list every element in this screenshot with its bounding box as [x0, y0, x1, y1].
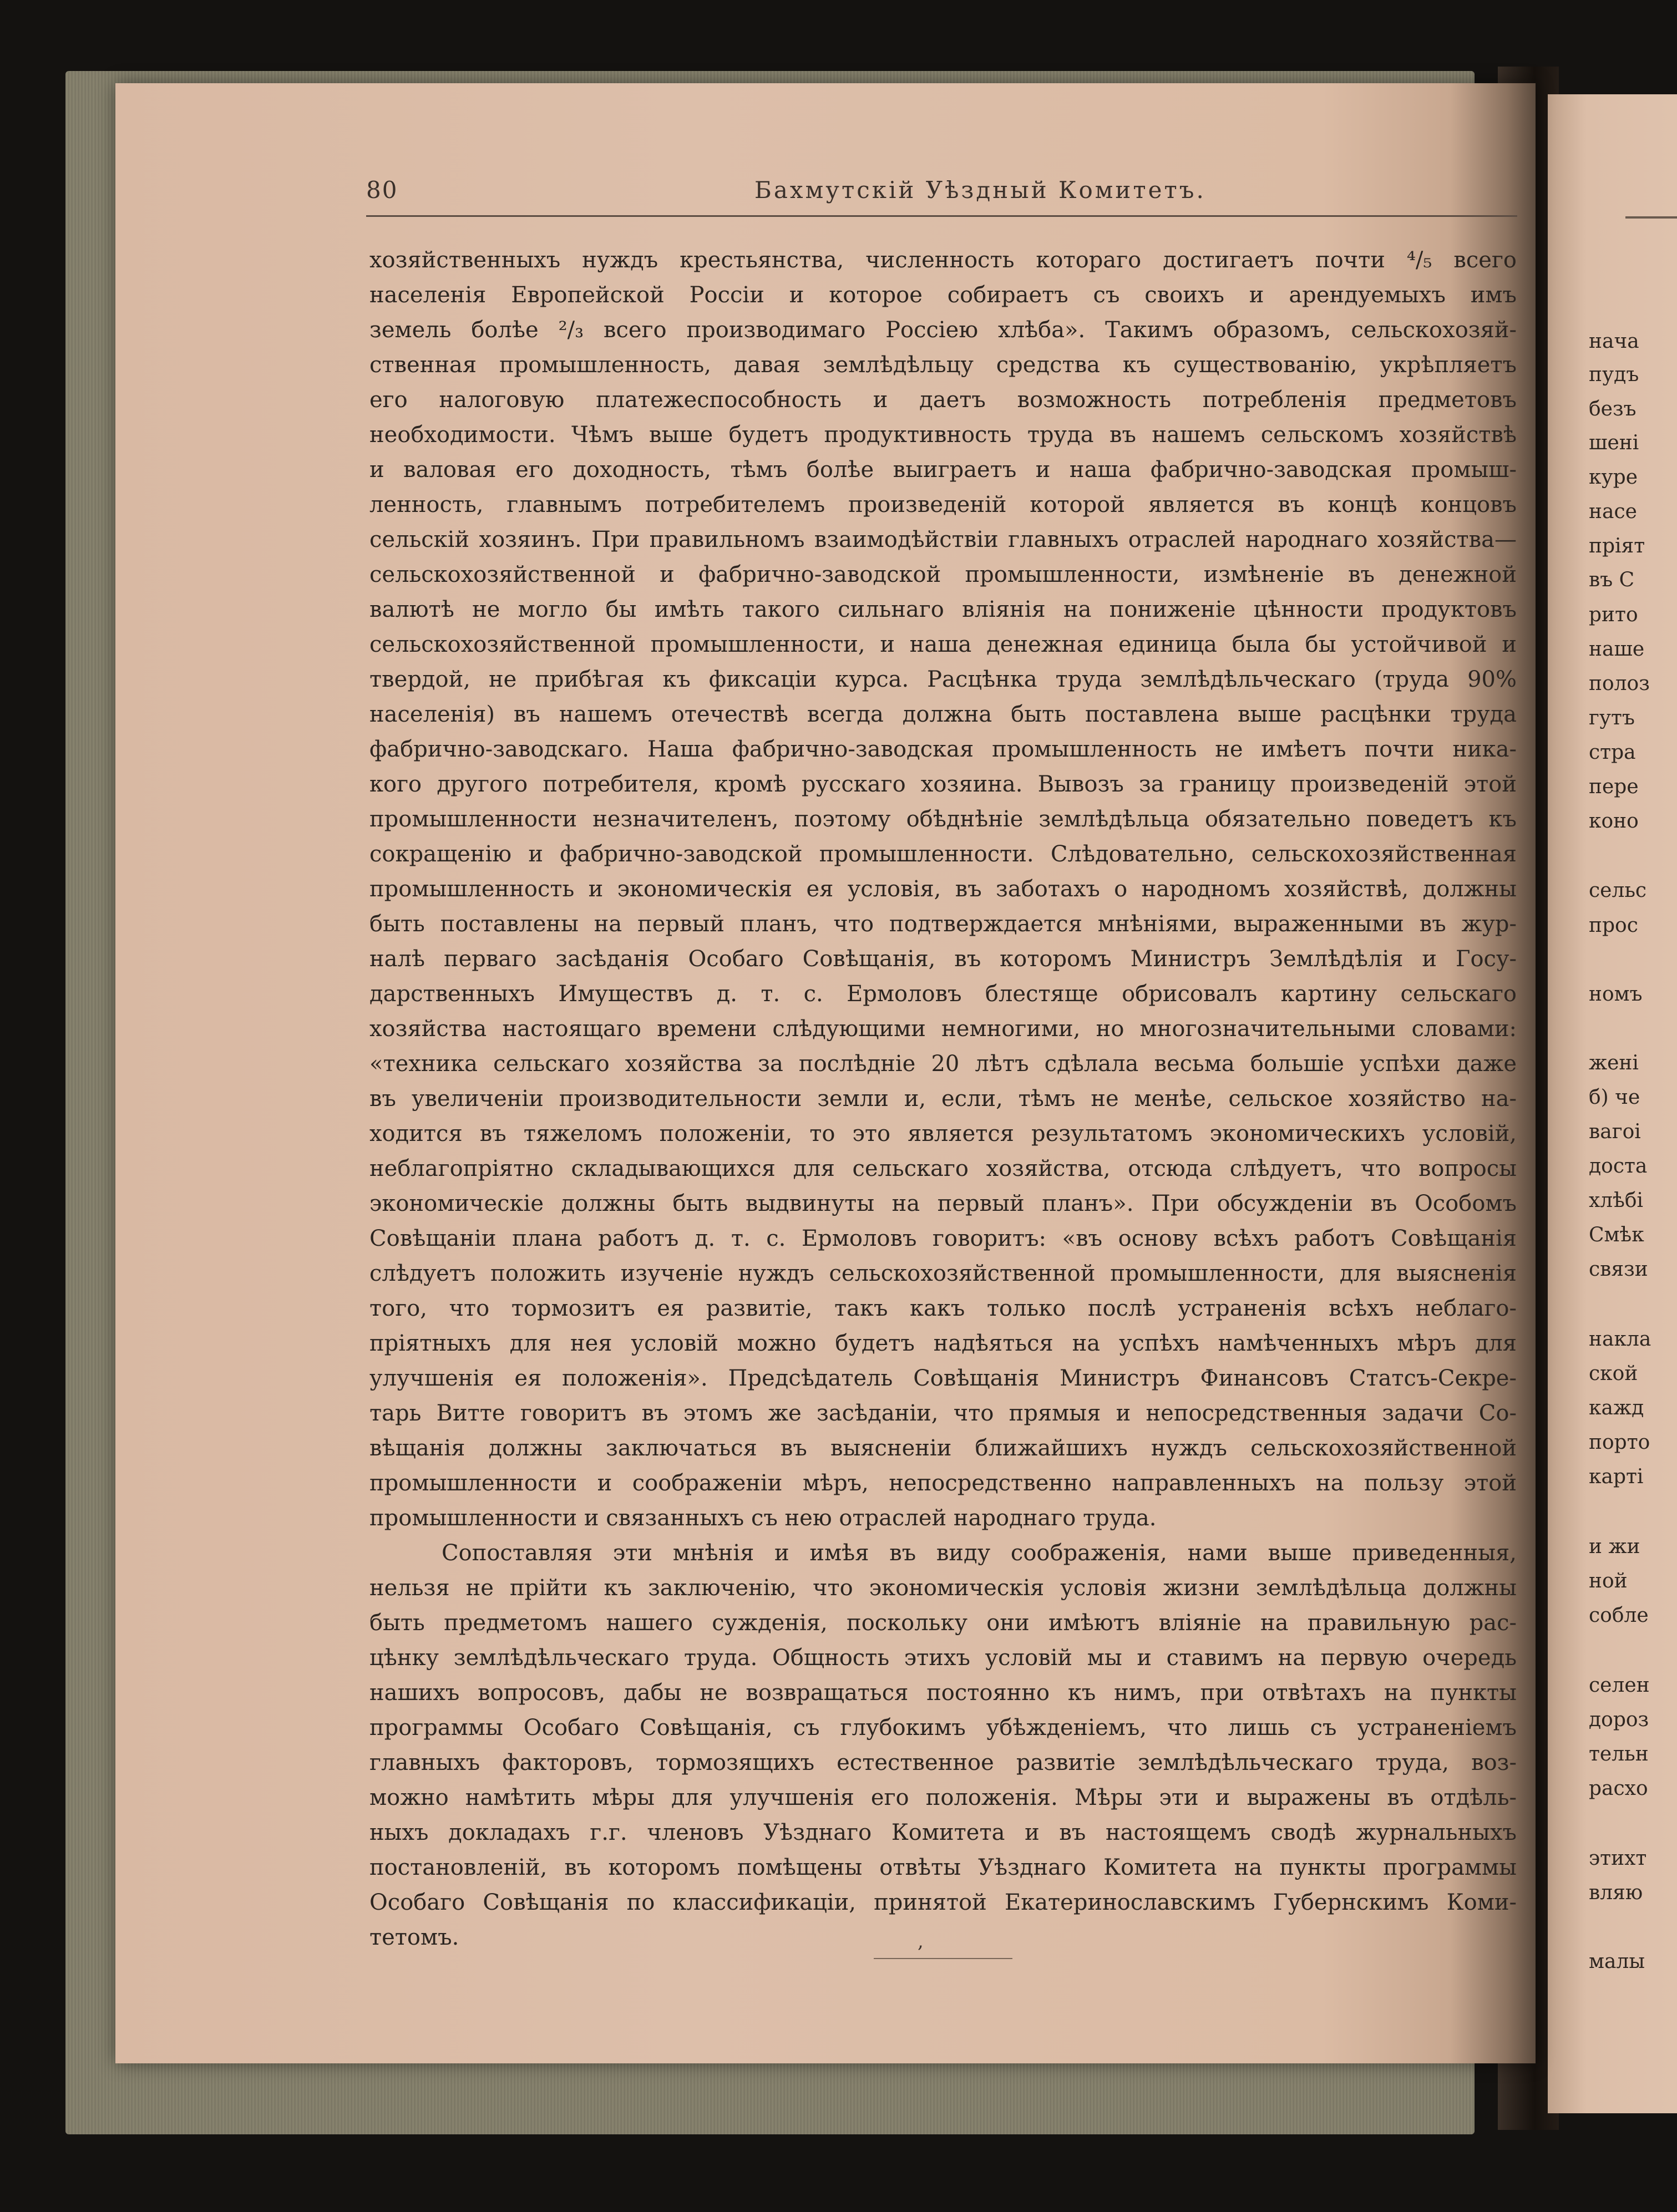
text-line: и валовая его доходность, тѣмъ болѣе выиграетъ и наша фабрично-заводская промыш- [369, 457, 1517, 483]
text-line: быть поставлены на первый планъ, что подтверждается мнѣніями, выраженными въ жур- [369, 911, 1517, 937]
text-line: хозяйственныхъ нуждъ крестьянства, численность котораго достигаетъ почти ⁴/₅ всего [369, 247, 1517, 273]
text-line: сокращенію и фабрично-заводской промышленности. Слѣдовательно, сельскохозяйственная [369, 841, 1517, 867]
body-text [369, 243, 1517, 1955]
text-line: сельскій хозяинъ. При правильномъ взаимодѣйствіи главныхъ отраслей народнаго хозяйства— [369, 527, 1517, 552]
text-line: валютѣ не могло бы имѣть такого сильнаго вліянія на пониженіе цѣнности продуктовъ [369, 597, 1517, 622]
text-line: ныхъ докладахъ г.г. членовъ Уѣзднаго Комитета и въ настоящемъ сводѣ журнальныхъ [369, 1820, 1517, 1845]
facing-page [1548, 94, 1677, 2113]
text-line: можно намѣтить мѣры для улучшенія его положенія. Мѣры эти и выражены въ отдѣль- [369, 1785, 1517, 1810]
facing-text-fragment: пере [1589, 775, 1639, 798]
facing-text-fragment: малы [1589, 1950, 1645, 1973]
header-rule [366, 215, 1517, 217]
text-line: промышленности незначителенъ, поэтому обѣднѣніе землѣдѣльца обязательно поведетъ къ [369, 806, 1517, 832]
text-line: въ увеличеніи производительности земли и, если, тѣмъ не менѣе, сельское хозяйство на- [369, 1086, 1517, 1112]
text-line: дарственныхъ Имуществъ д. т. с. Ермоловъ блестяще обрисовалъ картину сельскаго [369, 981, 1517, 1007]
facing-text-fragment: нача [1589, 330, 1639, 353]
text-line: населенія Европейской Россіи и которое собираетъ съ своихъ и арендуемыхъ имъ [369, 282, 1517, 308]
end-rule [874, 1958, 1012, 1959]
facing-text-fragment: кажд [1589, 1397, 1644, 1419]
text-line: промышленности и соображеніи мѣръ, непосредственно направленныхъ на пользу этой [369, 1470, 1517, 1496]
text-line: фабрично-заводскаго. Наша фабрично-заводская промышленность не имѣетъ почти ника- [369, 737, 1517, 762]
facing-text-fragment: тельн [1589, 1743, 1649, 1765]
text-line: экономическіе должны быть выдвинуты на первый планъ». При обсужденіи въ Особомъ [369, 1191, 1517, 1216]
facing-text-fragment: въ С [1589, 569, 1635, 591]
facing-text-fragment: стра [1589, 741, 1636, 764]
text-line: тетомъ. [369, 1925, 459, 1950]
facing-text-fragment: ской [1589, 1362, 1638, 1385]
text-line: Сопоставляя эти мнѣнія и имѣя въ виду соображенія, нами выше приведенныя, [442, 1540, 1517, 1566]
facing-text-fragment: Смѣк [1589, 1224, 1644, 1246]
running-title: Бахмутскій Уѣздный Комитетъ. [754, 176, 1206, 204]
facing-text-fragment: этихт [1589, 1847, 1647, 1870]
facing-text-fragment: коно [1589, 810, 1639, 833]
text-line: сельскохозяйственной промышленности, и наша денежная единица была бы устойчивой и [369, 632, 1517, 657]
text-line: его налоговую платежеспособность и даетъ возможность потребленія предметовъ [369, 387, 1517, 413]
facing-text-fragment: наше [1589, 638, 1645, 661]
facing-text-fragment: доста [1589, 1155, 1648, 1178]
facing-text-fragment: безъ [1589, 398, 1637, 420]
text-line: кого другого потребителя, кромѣ русскаго хозяина. Вывозъ за границу произведеній этой [369, 772, 1517, 797]
text-line: ленность, главнымъ потребителемъ произведеній которой является въ концѣ концовъ [369, 492, 1517, 518]
facing-text-fragment: гутъ [1589, 707, 1635, 729]
facing-text-fragment: порто [1589, 1431, 1650, 1454]
text-line: пріятныхъ для нея условій можно будетъ надѣяться на успѣхъ намѣченныхъ мѣръ для [369, 1331, 1517, 1356]
text-line: «техника сельскаго хозяйства за послѣдніе 20 лѣтъ сдѣлала весьма большіе успѣхи даже [369, 1051, 1517, 1077]
text-line: налѣ перваго засѣданія Особаго Совѣщанія, въ которомъ Министръ Землѣдѣлія и Госу- [369, 946, 1517, 972]
facing-text-fragment: насе [1589, 500, 1637, 523]
facing-text-fragment: прос [1589, 914, 1638, 937]
facing-text-fragment: вляю [1589, 1881, 1643, 1904]
page-number: 80 [366, 176, 398, 204]
text-line: неблагопріятно складывающихся для сельскаго хозяйства, отсюда слѣдуетъ, что вопросы [369, 1156, 1517, 1181]
text-line: необходимости. Чѣмъ выше будетъ продуктивность труда въ нашемъ сельскомъ хозяйствѣ [369, 422, 1517, 448]
text-line: того, что тормозитъ ея развитіе, такъ какъ только послѣ устраненія всѣхъ неблаго- [369, 1296, 1517, 1321]
facing-text-fragment: вагоі [1589, 1120, 1641, 1143]
text-line: нельзя не прійти къ заключенію, что экономическія условія жизни землѣдѣльца должны [369, 1575, 1517, 1601]
text-line: земель болѣе ²/₃ всего производимаго Россіею хлѣба». Такимъ образомъ, сельскохозяй- [369, 317, 1517, 343]
text-line: населенія) въ нашемъ отечествѣ всегда должна быть поставлена выше расцѣнки труда [369, 702, 1517, 727]
facing-text-fragment: селен [1589, 1674, 1650, 1697]
facing-text-fragment: пріят [1589, 535, 1645, 557]
text-line: хозяйства настоящаго времени слѣдующими немногими, но многозначительными словами: [369, 1016, 1517, 1042]
facing-text-fragment: куре [1589, 466, 1638, 489]
facing-text-fragment: связи [1589, 1258, 1648, 1281]
text-line: улучшенія ея положенія». Предсѣдатель Совѣщанія Министръ Финансовъ Статсъ-Секре- [369, 1366, 1517, 1391]
facing-text-fragment: жені [1589, 1052, 1639, 1074]
text-line: цѣнку землѣдѣльческаго труда. Общность этихъ условій мы и ставимъ на первую очередь [369, 1645, 1517, 1671]
facing-text-fragment: накла [1589, 1328, 1651, 1351]
facing-text-fragment: рито [1589, 603, 1638, 626]
facing-text-fragment: б) че [1589, 1086, 1640, 1109]
running-header [366, 176, 1520, 210]
facing-text-fragment: и жи [1589, 1535, 1640, 1558]
text-line: программы Особаго Совѣщанія, съ глубокимъ убѣжденіемъ, что лишь съ устраненіемъ [369, 1715, 1517, 1741]
text-line: тарь Витте говоритъ въ этомъ же засѣданіи, что прямыя и непосредственныя задачи Со- [369, 1401, 1517, 1426]
facing-header-rule [1625, 216, 1677, 219]
text-line: нашихъ вопросовъ, дабы не возвращаться постоянно къ нимъ, при отвѣтахъ на пункты [369, 1680, 1517, 1706]
text-line: ственная промышленность, давая землѣдѣльцу средства къ существованію, укрѣпляетъ [369, 352, 1517, 378]
text-line: постановленій, въ которомъ помѣщены отвѣты Уѣзднаго Комитета на пункты программы [369, 1855, 1517, 1880]
text-line: Особаго Совѣщанія по классификаціи, принятой Екатеринославскимъ Губернскимъ Коми- [369, 1890, 1517, 1915]
facing-text-fragment: дороз [1589, 1708, 1649, 1731]
facing-text-fragment: ной [1589, 1570, 1628, 1592]
facing-text-fragment: расхо [1589, 1777, 1648, 1800]
text-line: главныхъ факторовъ, тормозящихъ естественное развитіе землѣдѣльческаго труда, воз- [369, 1750, 1517, 1775]
facing-text-fragment: сельс [1589, 879, 1647, 902]
text-line: промышленность и экономическія ея условія, въ заботахъ о народномъ хозяйствѣ, должны [369, 876, 1517, 902]
facing-text-fragment: пудъ [1589, 363, 1639, 386]
ink-speck: , [918, 1930, 924, 1952]
text-line: твердой, не прибѣгая къ фиксаціи курса. Расцѣнка труда землѣдѣльческаго (труда 90% [369, 667, 1517, 692]
text-line: ходится въ тяжеломъ положеніи, то это является результатомъ экономическихъ условій, [369, 1121, 1517, 1146]
facing-text-fragment: собле [1589, 1604, 1649, 1627]
facing-text-fragment: карті [1589, 1465, 1644, 1488]
text-line: быть предметомъ нашего сужденія, поскольку они имѣютъ вліяніе на правильную рас- [369, 1610, 1517, 1636]
facing-text-fragment: хлѣбі [1589, 1189, 1644, 1212]
text-line: промышленности и связанныхъ съ нею отраслей народнаго труда. [369, 1505, 1157, 1531]
text-line: Совѣщаніи плана работъ д. т. с. Ермоловъ говоритъ: «въ основу всѣхъ работъ Совѣщанія [369, 1226, 1517, 1251]
text-line: сельскохозяйственной и фабрично-заводской промышленности, измѣненіе въ денежной [369, 562, 1517, 587]
facing-text-fragment: шені [1589, 432, 1639, 454]
text-line: вѣщанія должны заключаться въ выясненіи ближайшихъ нуждъ сельскохозяйственной [369, 1435, 1517, 1461]
facing-text-fragment: номъ [1589, 983, 1643, 1006]
text-line: слѣдуетъ положить изученіе нуждъ сельскохозяйственной промышленности, для выясненія [369, 1261, 1517, 1286]
facing-text-fragment: полоз [1589, 672, 1650, 695]
